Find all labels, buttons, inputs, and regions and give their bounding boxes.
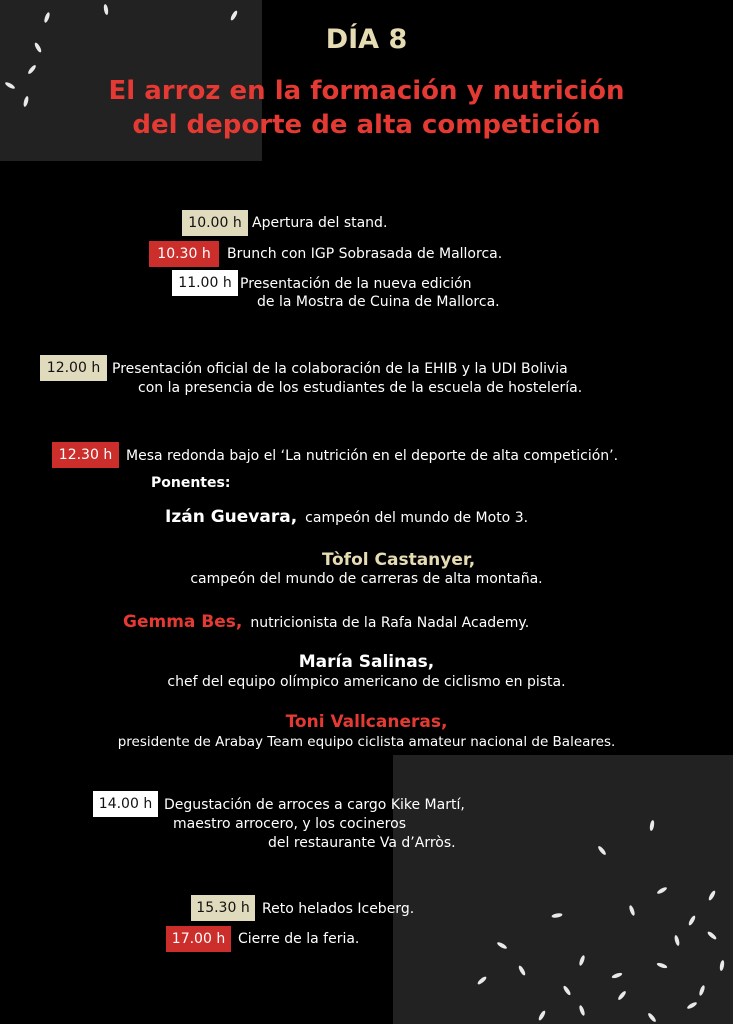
ponentes-label: Ponentes:: [151, 475, 231, 491]
event-1200-text-1: Presentación oficial de la colaboración de la EHIB y la UDI Bolivia: [112, 361, 568, 377]
speaker-name-toni-vallcaneras: Toni Vallcaneras,: [285, 712, 448, 732]
event-1100-text-1: Presentación de la nueva edición: [240, 276, 472, 292]
day-heading: DÍA 8: [325, 24, 408, 55]
time-badge-1030: 10.30 h: [149, 241, 219, 267]
time-badge-1530: 15.30 h: [191, 895, 255, 921]
time-badge-1100: 11.00 h: [172, 270, 238, 296]
event-1400-text-1: Degustación de arroces a cargo Kike Martí,: [164, 797, 465, 813]
time-badge-1400: 14.00 h: [93, 791, 158, 817]
event-1400-text-2: maestro arrocero, y los cocineros: [173, 816, 406, 832]
event-1000-text: Apertura del stand.: [252, 215, 388, 231]
speaker-role-toni-vallcaneras: presidente de Arabay Team equipo ciclista amateur nacional de Baleares.: [117, 734, 616, 750]
speaker-role-maria-salinas: chef del equipo olímpico americano de ciclismo en pista.: [167, 674, 566, 690]
event-1200-text-2: con la presencia de los estudiantes de la escuela de hostelería.: [138, 380, 583, 396]
speaker-role-tofol-castanyer: campeón del mundo de carreras de alta montaña.: [190, 571, 543, 587]
title-line-1: El arroz en la formación y nutrición: [108, 76, 625, 106]
speaker-name-tofol-castanyer: Tòfol Castanyer,: [322, 550, 476, 570]
speaker-name: Gemma Bes,: [123, 612, 243, 632]
speaker-name: Izán Guevara,: [165, 507, 298, 527]
speaker-izan-guevara: [165, 507, 528, 527]
speaker-role: campeón del mundo de Moto 3.: [305, 510, 529, 526]
event-1100-text-2: de la Mostra de Cuina de Mallorca.: [257, 294, 500, 310]
decor-panel-bottom-right: [393, 755, 733, 1024]
event-1530-text: Reto helados Iceberg.: [262, 901, 415, 917]
time-badge-1000: 10.00 h: [182, 210, 248, 236]
time-badge-1200: 12.00 h: [40, 355, 107, 381]
event-1700-text: Cierre de la feria.: [238, 931, 360, 947]
time-badge-1230: 12.30 h: [52, 442, 119, 468]
title-line-2: del deporte de alta competición: [132, 110, 601, 140]
event-1030-text: Brunch con IGP Sobrasada de Mallorca.: [227, 246, 503, 262]
event-1230-text: Mesa redonda bajo el ‘La nutrición en el deporte de alta competición’.: [126, 448, 619, 464]
speaker-gemma-bes: [123, 612, 529, 632]
event-1400-text-3: del restaurante Va d’Arròs.: [268, 835, 456, 851]
speaker-name-maria-salinas: María Salinas,: [298, 652, 435, 672]
time-badge-1700: 17.00 h: [166, 926, 231, 952]
speaker-role: nutricionista de la Rafa Nadal Academy.: [250, 615, 530, 631]
